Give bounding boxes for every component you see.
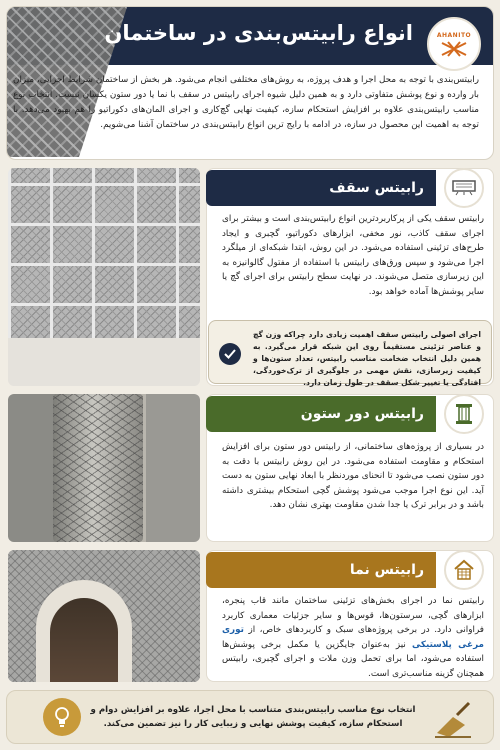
ceiling-icon bbox=[444, 168, 484, 208]
logo-mesh-icon bbox=[440, 41, 468, 57]
ceiling-title-tag bbox=[206, 170, 436, 206]
house-icon bbox=[444, 550, 484, 590]
ceiling-photo bbox=[8, 168, 200, 386]
ceiling-title: رابیتس سقف bbox=[329, 180, 424, 196]
facade-title-tag bbox=[206, 552, 436, 588]
facade-photo bbox=[8, 550, 200, 682]
facade-title: رابیتس نما bbox=[349, 562, 424, 578]
facade-text-before: رابیتس نما در اجرای بخش‌های تزئینی ساختمان مانند قاب پنجره، ابزارهای گچی، سرستون‌ها، قوس‌ها و سایر جزئیات معماری کاربرد فراوانی دارد. در برخی پروژه‌های سبک و کاربردهای خاص، از bbox=[222, 596, 484, 636]
window-image bbox=[36, 580, 132, 682]
column-mesh-image bbox=[53, 394, 143, 542]
column-title-tag bbox=[206, 396, 436, 432]
facade-text-after: نیز به‌عنوان جایگزین یا مکمل برخی پوشش‌ها استفاده می‌شود، اما برای تحمل وزن ملات و اجرای گچبری، رابیتس همچنان گزینه مناسب‌تری است. bbox=[222, 639, 484, 679]
column-photo bbox=[8, 394, 200, 542]
ceiling-note-text: اجرای اصولی رابیتس سقف اهمیت زیادی دارد چراکه وزن گچ و عناصر تزئینی مستقیماً روی این شبکه قرار می‌گیرد. به همین دلیل انتخاب ضخامت مناسب رابیتس، تعداد ستون‌ها و کیفیت زیرسازی، نقش مهمی در جلوگیری از ترک‌خوردگی، افتادگی یا تغییر شکل سقف در طول زمان دارد. bbox=[253, 330, 481, 387]
facade-paragraph bbox=[222, 594, 484, 682]
page-title: انواع رابیتس‌بندی در ساختمان bbox=[104, 21, 413, 45]
header-card bbox=[6, 6, 494, 160]
footer-text: انتخاب نوع مناسب رابیتس‌بندی متناسب با محل اجرا، علاوه بر افزایش دوام و استحکام سازه، کیفیت پوشش نهایی و زیبایی کار را نیز تضمین می‌کند. bbox=[90, 705, 416, 729]
ceiling-paragraph: رابیتس سقف یکی از پرکاربردترین انواع رابیتس‌بندی است و بیشتر برای اجرای سقف کاذب، نور مخفی، ابزارهای دکوراتیو، گچبری و ایجاد طرح‌های تزئینی استفاده می‌شود. در این روش، ابتدا شبکه‌ای از میلگرد اجرا می‌شود و سپس ورق‌های رابیتس با استفاده از مفتول گالوانیزه به این زیرسازی متصل می‌شوند. در نهایت سطح رابیتس برای اجرای گچ یا سایر پوشش‌ها آماده خواهد بود. bbox=[222, 214, 484, 297]
ceiling-note bbox=[208, 320, 492, 387]
logo[interactable] bbox=[427, 17, 481, 71]
trowel-icon bbox=[431, 695, 479, 741]
column-icon bbox=[444, 394, 484, 434]
column-paragraph: در بسیاری از پروژه‌های ساختمانی، از رابیتس دور ستون برای افزایش استحکام و مقاومت استفاده می‌شود. در این روش رابیتس با دقت به دور ستون نصب می‌شود تا انحنای موردنظر با ابعاد نهایی ستون به دست آید. این نوع اجرا موجب می‌شود پوشش گچی استحکام بیشتری داشته باشد و در برابر ترک یا جدا شدن مقاومت بهتری نشان دهد. bbox=[222, 442, 484, 511]
check-icon bbox=[219, 343, 241, 365]
intro-paragraph: رابیتس‌بندی با توجه به محل اجرا و هدف پروژه، به روش‌های مختلفی انجام می‌شود. هر بخش از ساختمان شرایط اجرایی، میزان بار وارده و نوع پوشش متفاوتی دارد و به همین دلیل شیوه اجرای رابیتس در سقف با نما یا دور ستون یکسان نیست. انتخاب نوع مناسب رابیتس‌بندی علاوه بر افزایش استحکام سازه، کیفیت نهایی گچ‌کاری و اجرای المان‌های دکوراتیو را هم بهبود می‌دهد. با توجه به اهمیت این محصول در سازه، در ادامه با رایج ترین انواع رابیتس‌بندی در ساختمان آشنا می‌شویم. bbox=[13, 75, 479, 130]
column-title: رابیتس دور ستون bbox=[300, 406, 424, 422]
plastic-mesh-link[interactable]: توری مرغی پلاستیکی bbox=[222, 625, 484, 650]
lightbulb-icon bbox=[43, 698, 81, 736]
logo-text: AHANITO bbox=[436, 31, 472, 39]
footer-card bbox=[6, 690, 494, 744]
